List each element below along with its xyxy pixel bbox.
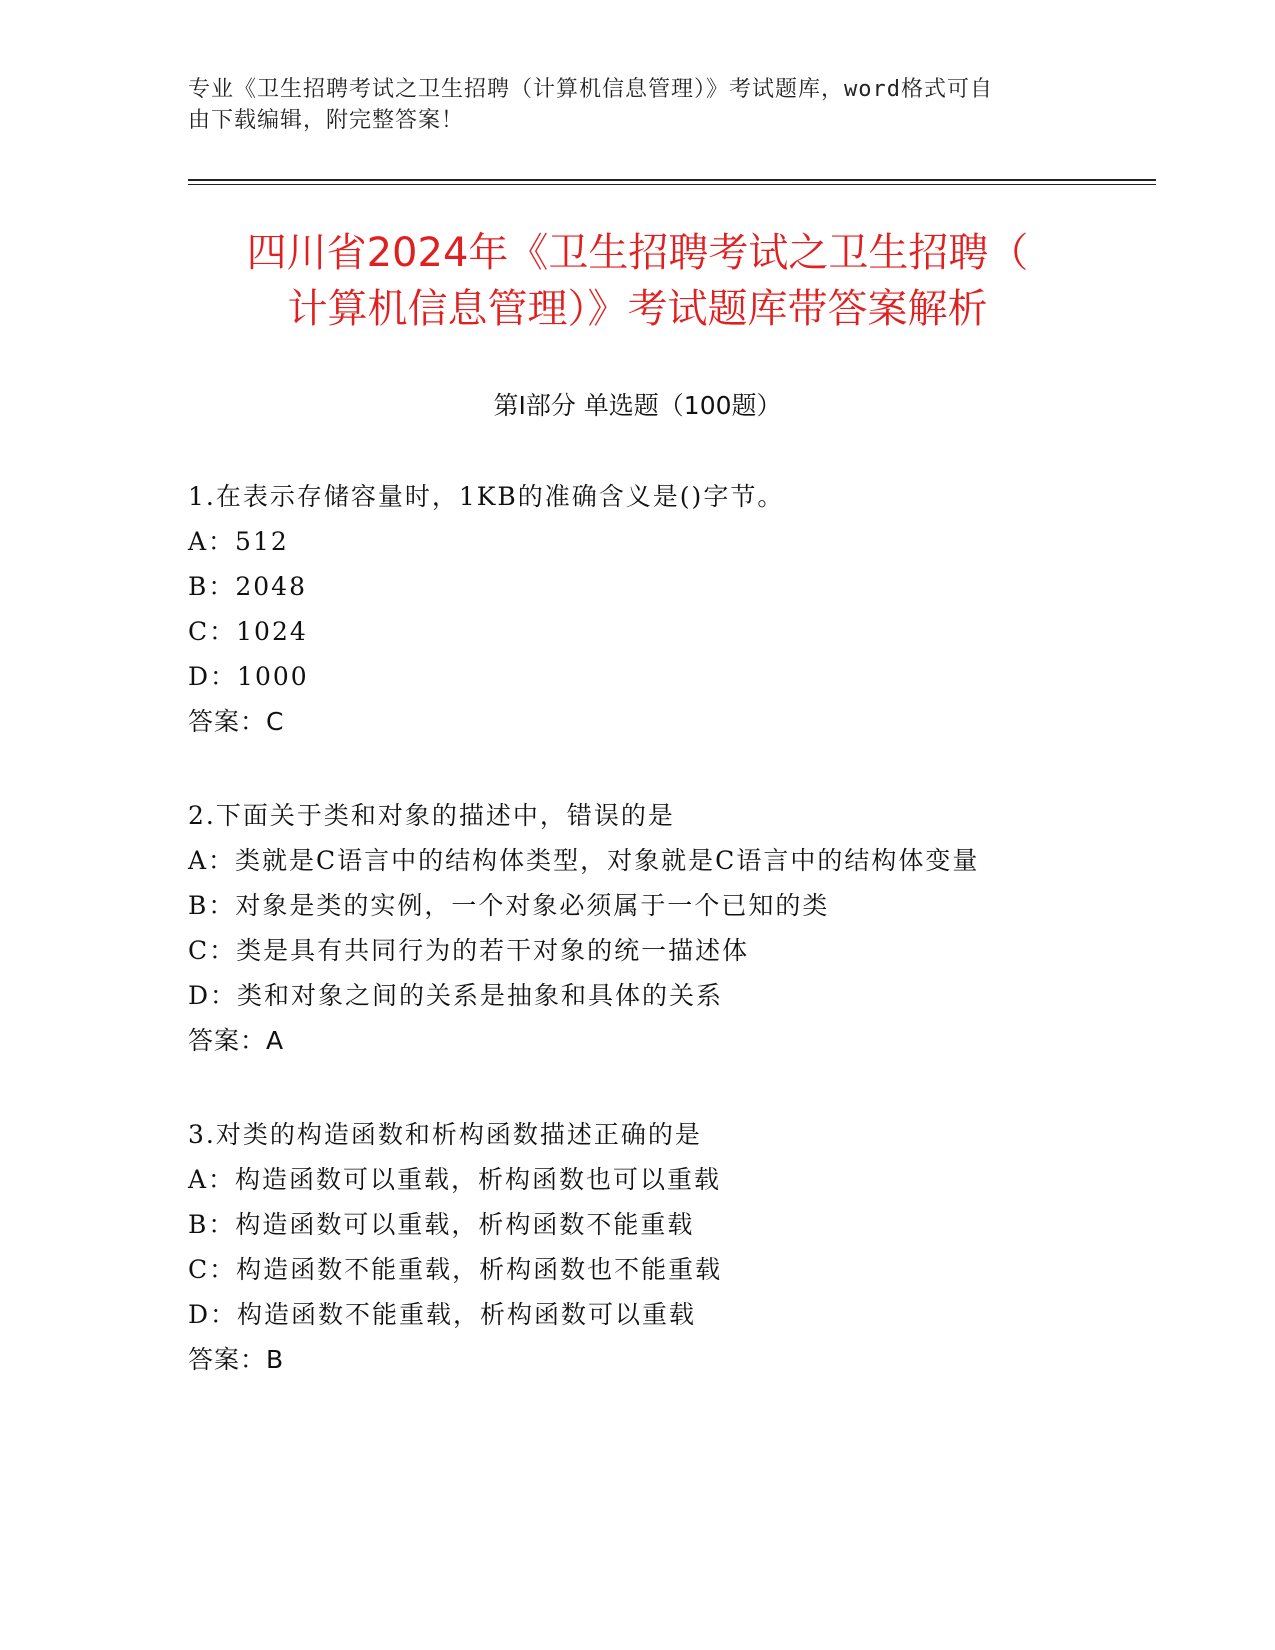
- option-a: A：构造函数可以重载，析构函数也可以重载: [188, 1165, 722, 1194]
- option-d: D：1000: [188, 662, 309, 691]
- answer-line: 答案：A: [188, 1026, 285, 1055]
- option-d: D：构造函数不能重载，析构函数可以重载: [188, 1300, 697, 1329]
- section-title: 第Ⅰ部分 单选题（100题）: [493, 391, 782, 420]
- answer-line: 答案：C: [188, 707, 285, 736]
- document-title-line-1: 四川省2024年《卫生招聘考试之卫生招聘（: [246, 230, 1029, 276]
- option-a: A：512: [188, 527, 289, 556]
- header-note-line-2: 由下载编辑，附完整答案！: [188, 108, 465, 133]
- header-divider-thin: [188, 184, 1156, 185]
- question-block: [188, 1112, 1128, 1382]
- header-note-line-1: 专业《卫生招聘考试之卫生招聘（计算机信息管理）》考试题库，word格式可自: [188, 77, 993, 102]
- question-stem: 2.下面关于类和对象的描述中，错误的是: [188, 801, 675, 830]
- answer-line: 答案：B: [188, 1345, 285, 1374]
- option-b: B：构造函数可以重载，析构函数不能重载: [188, 1210, 695, 1239]
- header-divider-thick: [188, 179, 1156, 181]
- option-a: A：类就是C语言中的结构体类型，对象就是C语言中的结构体变量: [188, 846, 980, 875]
- option-b: B：对象是类的实例，一个对象必须属于一个已知的类: [188, 891, 830, 920]
- option-c: C：构造函数不能重载，析构函数也不能重载: [188, 1255, 723, 1284]
- option-d: D：类和对象之间的关系是抽象和具体的关系: [188, 981, 724, 1010]
- question-stem: 1.在表示存储容量时，1KB的准确含义是()字节。: [188, 482, 785, 511]
- option-c: C：1024: [188, 617, 308, 646]
- document-title: [150, 225, 1125, 337]
- option-c: C：类是具有共同行为的若干对象的统一描述体: [188, 936, 750, 965]
- question-block: [188, 474, 1128, 744]
- option-b: B：2048: [188, 572, 307, 601]
- question-block: [188, 793, 1128, 1063]
- question-stem: 3.对类的构造函数和析构函数描述正确的是: [188, 1120, 702, 1149]
- header-note: [188, 74, 1088, 136]
- document-title-line-2: 计算机信息管理）》考试题库带答案解析: [287, 286, 988, 332]
